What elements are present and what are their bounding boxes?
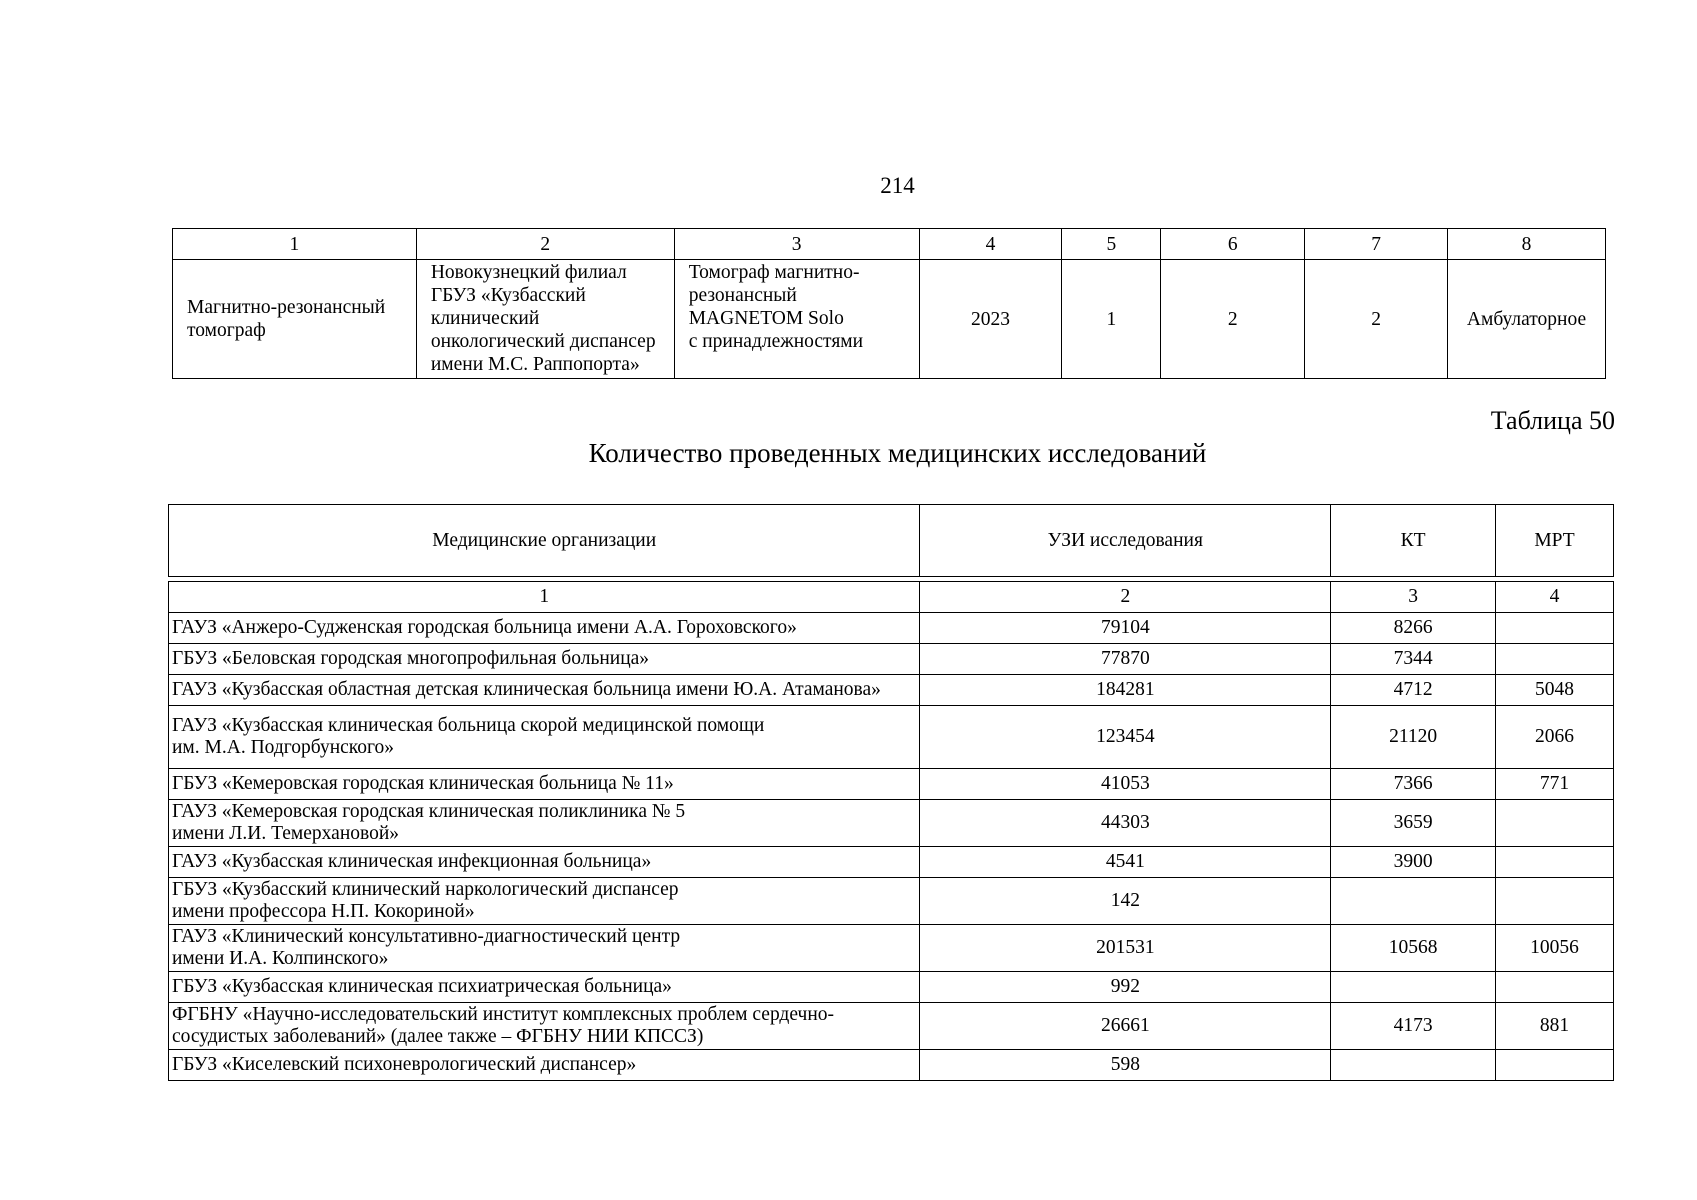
mrt-cell: 771 xyxy=(1496,769,1614,800)
equipment-name-cell xyxy=(173,260,417,379)
organization-cell xyxy=(169,847,920,878)
organization-line: ГАУЗ «Кузбасская клиническая больница скорой медицинской помощи xyxy=(172,715,765,736)
organization-line: ГБУЗ «Кемеровская городская клиническая больница № 11» xyxy=(172,773,674,794)
model-line: Томограф магнитно- xyxy=(688,262,860,283)
organization-line: ФГБНУ «Научно-исследовательский институт комплексных проблем сердечно- xyxy=(172,1004,835,1025)
column-number: 5 xyxy=(1062,229,1161,260)
mrt-cell xyxy=(1496,644,1614,675)
kt-cell: 10568 xyxy=(1331,925,1496,972)
uzi-cell: 79104 xyxy=(920,613,1331,644)
mrt-cell xyxy=(1496,613,1614,644)
mrt-cell xyxy=(1496,972,1614,1003)
column-number: 1 xyxy=(169,582,920,613)
table-row xyxy=(169,972,1614,1003)
studies-table xyxy=(168,581,1614,1081)
organization-line: ГАУЗ «Анжеро-Судженская городская больница имени А.А. Гороховского» xyxy=(172,617,797,638)
uzi-cell: 201531 xyxy=(920,925,1331,972)
column-number: 2 xyxy=(416,229,674,260)
organization-line: ГАУЗ «Кемеровская городская клиническая поликлиника № 5 xyxy=(172,801,686,822)
organization-cell xyxy=(169,769,920,800)
kt-cell: 3659 xyxy=(1331,800,1496,847)
organization-cell xyxy=(169,878,920,925)
table-row xyxy=(169,706,1614,769)
equipment-name-line: томограф xyxy=(187,320,266,341)
column-number: 3 xyxy=(674,229,919,260)
uzi-cell: 4541 xyxy=(920,847,1331,878)
mrt-cell: 5048 xyxy=(1496,675,1614,706)
table-row xyxy=(169,878,1614,925)
organization-line: онкологический диспансер xyxy=(430,331,656,352)
organization-cell xyxy=(416,260,674,379)
uzi-cell: 44303 xyxy=(920,800,1331,847)
mrt-cell xyxy=(1496,800,1614,847)
model-line: резонансный xyxy=(688,285,797,306)
organization-line: клинический xyxy=(430,308,540,329)
organization-line: имени Л.И. Темерхановой» xyxy=(172,823,400,844)
uzi-cell: 184281 xyxy=(920,675,1331,706)
column-number: 6 xyxy=(1161,229,1305,260)
col6-cell: 2 xyxy=(1161,260,1305,379)
organization-cell xyxy=(169,644,920,675)
column-number: 3 xyxy=(1331,582,1496,613)
table-row xyxy=(169,847,1614,878)
uzi-cell: 123454 xyxy=(920,706,1331,769)
organization-line: ГБУЗ «Кузбасский xyxy=(430,285,586,306)
organization-line: им. М.А. Подгорбунского» xyxy=(172,737,395,758)
column-number: 4 xyxy=(919,229,1062,260)
table-row xyxy=(169,644,1614,675)
organization-line: ГБУЗ «Кузбасская клиническая психиатрическая больница» xyxy=(172,976,672,997)
uzi-cell: 26661 xyxy=(920,1003,1331,1050)
organization-cell xyxy=(169,1050,920,1081)
organization-line: ГАУЗ «Кузбасская областная детская клиническая больница имени Ю.А. Атаманова» xyxy=(172,679,881,700)
organization-cell xyxy=(169,613,920,644)
column-header-kt: КТ xyxy=(1331,505,1496,577)
equipment-name-line: Магнитно-резонансный xyxy=(187,297,386,318)
table-row xyxy=(169,800,1614,847)
kt-cell: 4712 xyxy=(1331,675,1496,706)
kt-cell: 7344 xyxy=(1331,644,1496,675)
uzi-cell: 41053 xyxy=(920,769,1331,800)
table-title: Количество проведенных медицинских исследований xyxy=(588,438,1207,468)
table-row xyxy=(169,1003,1614,1050)
kt-cell xyxy=(1331,972,1496,1003)
column-number: 4 xyxy=(1496,582,1614,613)
uzi-cell: 142 xyxy=(920,878,1331,925)
mrt-cell: 2066 xyxy=(1496,706,1614,769)
model-line: с принадлежностями xyxy=(688,331,864,352)
uzi-cell: 992 xyxy=(920,972,1331,1003)
organization-line: имени профессора Н.П. Кокориной» xyxy=(172,901,475,922)
organization-cell xyxy=(169,800,920,847)
kt-cell xyxy=(1331,878,1496,925)
column-header-uzi: УЗИ исследования xyxy=(920,505,1331,577)
kt-cell: 4173 xyxy=(1331,1003,1496,1050)
numbering-row xyxy=(169,582,1614,613)
col5-cell: 1 xyxy=(1062,260,1161,379)
mrt-cell xyxy=(1496,1050,1614,1081)
organization-cell xyxy=(169,972,920,1003)
table-row xyxy=(169,925,1614,972)
organization-line: ГАУЗ «Кузбасская клиническая инфекционная больница» xyxy=(172,851,652,872)
kt-cell: 7366 xyxy=(1331,769,1496,800)
kt-cell: 3900 xyxy=(1331,847,1496,878)
kt-cell: 8266 xyxy=(1331,613,1496,644)
mrt-cell: 10056 xyxy=(1496,925,1614,972)
uzi-cell: 598 xyxy=(920,1050,1331,1081)
mrt-cell: 881 xyxy=(1496,1003,1614,1050)
organization-cell xyxy=(169,675,920,706)
kt-cell xyxy=(1331,1050,1496,1081)
model-line: MAGNETOM Solo xyxy=(688,308,844,329)
mrt-cell xyxy=(1496,878,1614,925)
model-cell xyxy=(674,260,919,379)
organization-line: ГБУЗ «Киселевский психоневрологический диспансер» xyxy=(172,1054,637,1075)
col7-cell: 2 xyxy=(1305,260,1448,379)
organization-line: ГБУЗ «Кузбасский клинический наркологический диспансер xyxy=(172,879,679,900)
organization-line: сосудистых заболеваний» (далее также – ФГБНУ НИИ КПССЗ) xyxy=(172,1026,704,1047)
kt-cell: 21120 xyxy=(1331,706,1496,769)
page-number: 214 xyxy=(880,173,915,198)
column-number: 2 xyxy=(920,582,1331,613)
equipment-table-header-row xyxy=(173,229,1606,260)
column-number: 1 xyxy=(173,229,417,260)
mrt-cell xyxy=(1496,847,1614,878)
equipment-table xyxy=(172,228,1606,379)
table-label: Таблица 50 xyxy=(1490,406,1615,435)
organization-line: ГБУЗ «Беловская городская многопрофильная больница» xyxy=(172,648,650,669)
column-header-mrt: МРТ xyxy=(1496,505,1614,577)
table-row xyxy=(169,675,1614,706)
organization-line: ГАУЗ «Клинический консультативно-диагностический центр xyxy=(172,926,681,947)
col8-cell: Амбулаторное xyxy=(1448,260,1606,379)
organization-line: имени М.С. Раппопорта» xyxy=(430,354,640,375)
col4-cell: 2023 xyxy=(919,260,1062,379)
table-row xyxy=(169,769,1614,800)
studies-table-header xyxy=(168,504,1614,577)
column-number: 7 xyxy=(1305,229,1448,260)
column-header-organizations: Медицинские организации xyxy=(169,505,920,577)
table-row xyxy=(169,1050,1614,1081)
organization-cell xyxy=(169,1003,920,1050)
column-number: 8 xyxy=(1448,229,1606,260)
organization-cell xyxy=(169,706,920,769)
studies-header-row xyxy=(169,505,1614,577)
organization-line: Новокузнецкий филиал xyxy=(430,262,627,283)
uzi-cell: 77870 xyxy=(920,644,1331,675)
table-row xyxy=(169,613,1614,644)
organization-cell xyxy=(169,925,920,972)
organization-line: имени И.А. Колпинского» xyxy=(172,948,389,969)
equipment-table-row xyxy=(173,260,1606,379)
